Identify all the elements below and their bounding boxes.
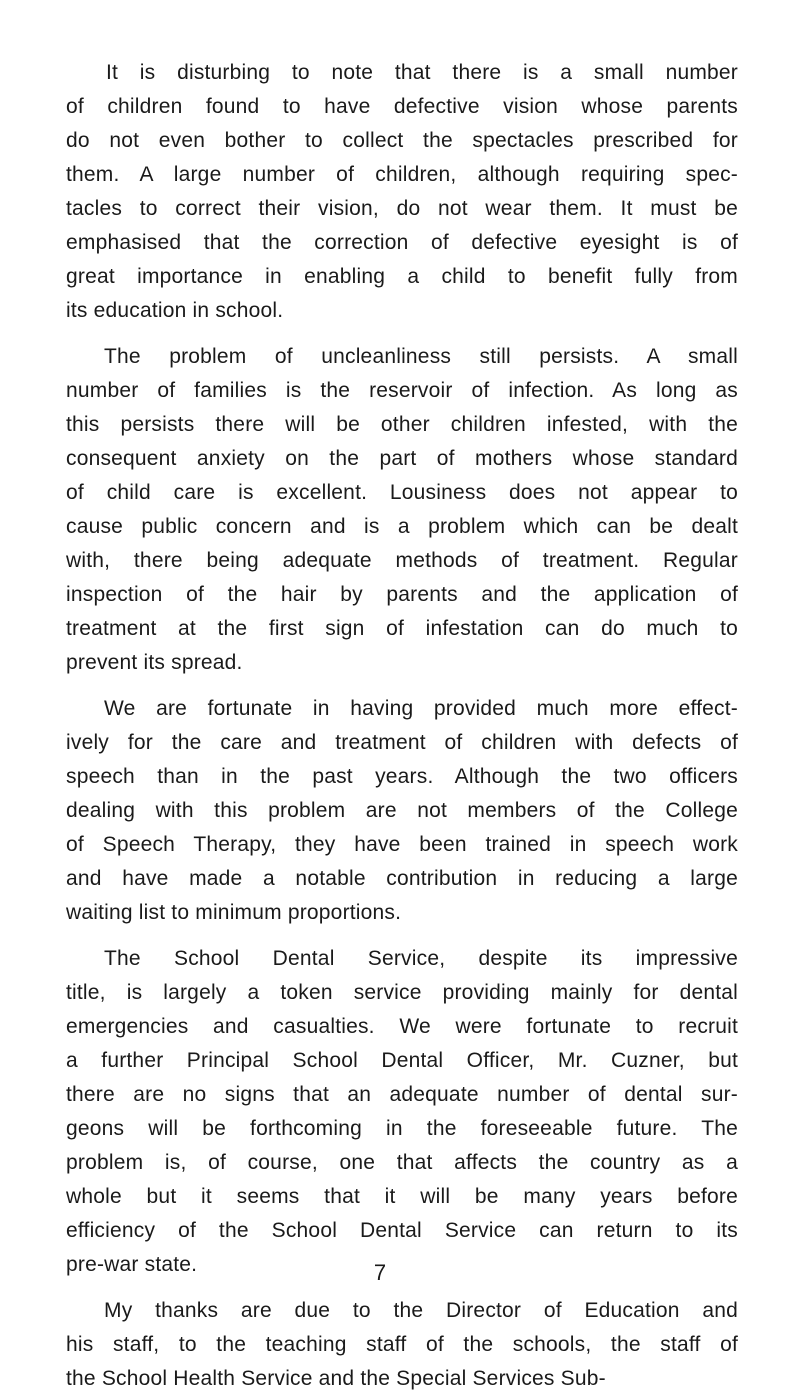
text-line: pre-war state. bbox=[66, 1253, 198, 1276]
text-line: and have made a notable contribution in reducing a large bbox=[66, 867, 738, 890]
text-line: its education in school. bbox=[66, 299, 284, 322]
text-line: efficiency of the School Dental Service can return to its bbox=[66, 1219, 738, 1242]
text-line: dealing with this problem are not members of the College bbox=[66, 799, 738, 822]
text-line: ively for the care and treatment of children with defects of bbox=[66, 731, 738, 754]
text-line: waiting list to minimum proportions. bbox=[66, 901, 402, 924]
text-line: whole but it seems that it will be many years before bbox=[66, 1185, 738, 1208]
text-line: them. A large number of children, although requiring spec- bbox=[66, 163, 738, 186]
text-line: with, there being adequate methods of treatment. Regular bbox=[66, 549, 738, 572]
text-line: title, is largely a token service providing mainly for dental bbox=[66, 981, 738, 1004]
text-line: consequent anxiety on the part of mothers whose standard bbox=[66, 447, 738, 470]
page-number: 7 bbox=[373, 1260, 387, 1285]
text-line: there are no signs that an adequate number of dental sur- bbox=[66, 1083, 738, 1106]
text-line: do not even bother to collect the spectacles prescribed for bbox=[66, 129, 738, 152]
text-line: treatment at the first sign of infestation can do much to bbox=[66, 617, 738, 640]
text-line: The problem of uncleanliness still persists. A small bbox=[104, 345, 738, 368]
text-line: the School Health Service and the Special Services Sub- bbox=[66, 1367, 606, 1390]
text-line: cause public concern and is a problem which can be dealt bbox=[66, 515, 738, 538]
text-line: of children found to have defective vision whose parents bbox=[66, 95, 738, 118]
text-line: speech than in the past years. Although the two officers bbox=[66, 765, 738, 788]
text-line: problem is, of course, one that affects the country as a bbox=[66, 1151, 738, 1174]
text-line: number of families is the reservoir of infection. As long as bbox=[66, 379, 738, 402]
text-line: emergencies and casualties. We were fortunate to recruit bbox=[66, 1015, 738, 1038]
text-line: It is disturbing to note that there is a small number bbox=[106, 61, 738, 84]
text-line: his staff, to the teaching staff of the schools, the staff of bbox=[66, 1333, 738, 1356]
text-line: great importance in enabling a child to benefit fully from bbox=[66, 265, 738, 288]
text-line: We are fortunate in having provided much more effect- bbox=[104, 697, 738, 720]
text-line: of child care is excellent. Lousiness does not appear to bbox=[66, 481, 738, 504]
text-line: inspection of the hair by parents and the application of bbox=[66, 583, 738, 606]
text-line: this persists there will be other children infested, with the bbox=[66, 413, 738, 436]
text-line: of Speech Therapy, they have been trained in speech work bbox=[66, 833, 738, 856]
text-line: tacles to correct their vision, do not wear them. It must be bbox=[66, 197, 738, 220]
text-line: a further Principal School Dental Officer, Mr. Cuzner, but bbox=[66, 1049, 738, 1072]
text-line: emphasised that the correction of defective eyesight is of bbox=[66, 231, 738, 254]
text-line: prevent its spread. bbox=[66, 651, 243, 674]
text-line: geons will be forthcoming in the foreseeable future. The bbox=[66, 1117, 738, 1140]
text-line: The School Dental Service, despite its impressive bbox=[104, 947, 738, 970]
text-line: My thanks are due to the Director of Education and bbox=[104, 1299, 738, 1322]
